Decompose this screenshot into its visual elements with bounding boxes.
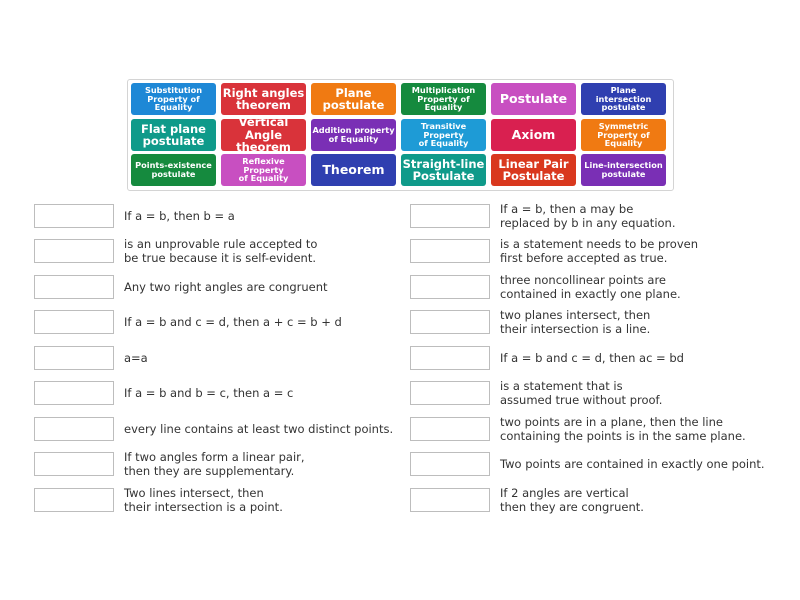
statement-text: Any two right angles are congruent	[124, 280, 328, 294]
answer-tile[interactable]: Flat plane postulate	[131, 119, 216, 151]
drop-slot[interactable]	[34, 381, 114, 405]
answer-tile[interactable]: Plane postulate	[311, 83, 396, 115]
statement-text: If 2 angles are vertical then they are congruent.	[500, 486, 644, 514]
drop-slot[interactable]	[410, 239, 490, 263]
statement-text: is an unprovable rule accepted to be true because it is self-evident.	[124, 237, 318, 265]
answer-tile[interactable]: Reflexive Property of Equality	[221, 154, 306, 186]
answer-tile[interactable]: Line-intersection postulate	[581, 154, 666, 186]
answer-tile[interactable]: Substitution Property of Equality	[131, 83, 216, 115]
statement-text: is a statement that is assumed true without proof.	[500, 379, 663, 407]
statement-text: is a statement needs to be proven first before accepted as true.	[500, 237, 699, 265]
drop-slot[interactable]	[34, 452, 114, 476]
statement-text: If a = b, then a may be replaced by b in any equation.	[500, 202, 676, 230]
drop-slot[interactable]	[410, 204, 490, 228]
drop-slot[interactable]	[410, 381, 490, 405]
statement-text: every line contains at least two distinct points.	[124, 422, 394, 436]
statement-text: three noncollinear points are contained in exactly one plane.	[500, 273, 681, 301]
answer-tile[interactable]: Symmetric Property of Equality	[581, 119, 666, 151]
drop-slot[interactable]	[34, 275, 114, 299]
drop-slot[interactable]	[34, 310, 114, 334]
drop-slot[interactable]	[34, 239, 114, 263]
statement-text: two points are in a plane, then the line containing the points is in the same plane.	[500, 415, 746, 443]
drop-slot[interactable]	[34, 488, 114, 512]
answer-tile[interactable]: Theorem	[311, 154, 396, 186]
drop-slot[interactable]	[34, 417, 114, 441]
statement-text: a=a	[124, 351, 148, 365]
statement-text: If a = b and c = d, then a + c = b + d	[124, 315, 342, 329]
answer-tile[interactable]: Multiplication Property of Equality	[401, 83, 486, 115]
statement-text: If two angles form a linear pair, then they are supplementary.	[124, 450, 305, 478]
answer-tile[interactable]: Transitive Property of Equality	[401, 119, 486, 151]
answer-tile[interactable]: Vertical Angle theorem	[221, 119, 306, 151]
answer-tile[interactable]: Addition property of Equality	[311, 119, 396, 151]
drop-slot[interactable]	[410, 417, 490, 441]
answer-tile[interactable]: Postulate	[491, 83, 576, 115]
drop-slot[interactable]	[410, 452, 490, 476]
drop-slot[interactable]	[410, 310, 490, 334]
statement-text: two planes intersect, then their intersection is a line.	[500, 308, 651, 336]
answer-tile[interactable]: Right angles theorem	[221, 83, 306, 115]
statement-text: If a = b and c = d, then ac = bd	[500, 351, 684, 365]
statement-text: Two points are contained in exactly one point.	[500, 457, 765, 471]
drop-slot[interactable]	[34, 204, 114, 228]
answer-tile[interactable]: Plane intersection postulate	[581, 83, 666, 115]
statement-text: Two lines intersect, then their intersection is a point.	[124, 486, 283, 514]
drop-slot[interactable]	[34, 346, 114, 370]
drop-slot[interactable]	[410, 346, 490, 370]
drop-slot[interactable]	[410, 488, 490, 512]
answer-tile[interactable]: Straight-line Postulate	[401, 154, 486, 186]
statement-text: If a = b, then b = a	[124, 209, 235, 223]
answer-tile[interactable]: Axiom	[491, 119, 576, 151]
answer-tile[interactable]: Points-existence postulate	[131, 154, 216, 186]
answer-tile[interactable]: Linear Pair Postulate	[491, 154, 576, 186]
drop-slot[interactable]	[410, 275, 490, 299]
statement-text: If a = b and b = c, then a = c	[124, 386, 294, 400]
